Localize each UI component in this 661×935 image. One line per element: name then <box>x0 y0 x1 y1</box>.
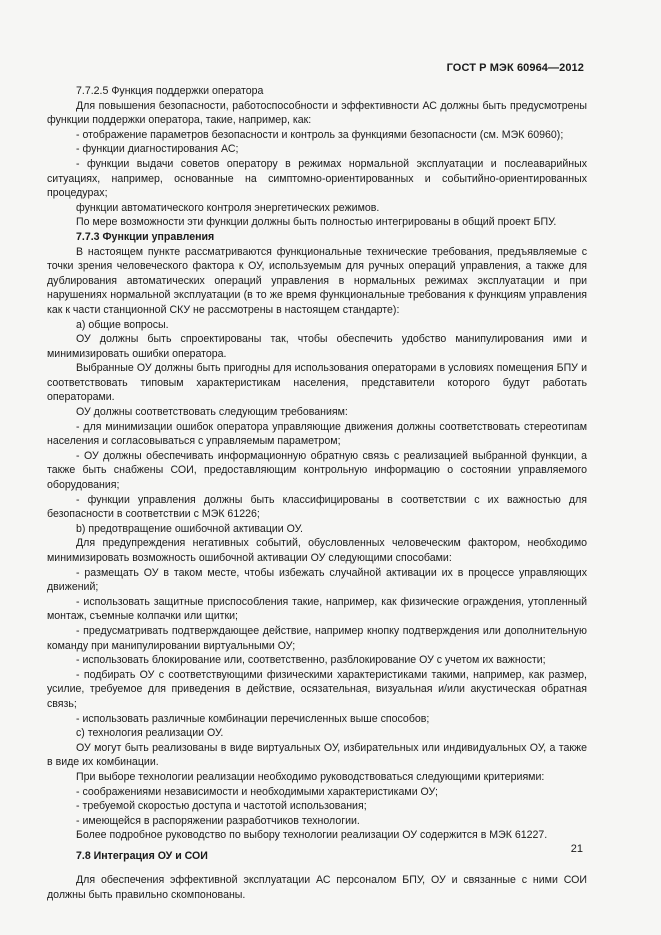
list-item: - отображение параметров безопасности и контроль за функциями безопасности (см. МЭК 60960); <box>76 128 564 141</box>
paragraph: Для повышения безопасности, работоспособности и эффективности АС должны быть предусмотрены функции поддержки оператора, такие, например, как: <box>47 99 587 127</box>
list-heading: b) предотвращение ошибочной активации ОУ. <box>76 522 303 535</box>
list-item: - соображениями независимости и необходимыми характеристиками ОУ; <box>76 785 438 798</box>
list-item: - использовать блокирование или, соответственно, разблокирование ОУ с учетом их важности; <box>76 654 546 667</box>
paragraph: ОУ должны быть спроектированы так, чтобы обеспечить удобство манипулирования ими и минимизировать ошибки оператора. <box>47 333 587 360</box>
list-item: - использовать различные комбинации перечисленных выше способов; <box>76 712 430 725</box>
list-item: - предусматривать подтверждающее действие, например кнопку подтверждения или дополнительную команду при манипулировании виртуальными ОУ; <box>47 624 587 652</box>
list-heading: а) общие вопросы. <box>76 318 169 331</box>
paragraph: При выборе технологии реализации необходимо руководствоваться следующими критериями: <box>76 770 545 783</box>
list-item: - функции диагностирования АС; <box>76 143 239 156</box>
section-heading: 7.7.3 Функции управления <box>76 230 215 243</box>
list-item: - требуемой скоростью доступа и частотой использования; <box>76 800 367 813</box>
section-heading: 7.8 Интеграция ОУ и СОИ <box>76 849 208 862</box>
subsection-title: 7.7.2.5 Функция поддержки оператора <box>76 85 264 97</box>
list-item: - функции управления должны быть классифицированы в соответствии с их важностью для безопасности в соответствии с МЭК 61226; <box>47 493 587 521</box>
paragraph: Выбранные ОУ должны быть пригодны для использования операторами в условиях помещения БПУ и соответствовать типовым характеристикам населения, представители которого будут работать операторами. <box>47 362 587 404</box>
paragraph: ОУ должны соответствовать следующим требованиям: <box>76 406 348 419</box>
list-item: - ОУ должны обеспечивать информационную обратную связь с реализацией выбранной функции, а также быть снабжены СОИ, предоставляющим контрольную информацию о состоянии управляемого оборудования; <box>47 449 587 492</box>
paragraph: По мере возможности эти функции должны быть полностью интегрированы в общий проект БПУ. <box>76 216 557 229</box>
page-number: 21 <box>570 843 583 855</box>
list-item: - размещать ОУ в таком месте, чтобы избежать случайной активации их в процессе управляющих движений; <box>47 566 587 594</box>
list-item: - имеющейся в распоряжении разработчиков технологии. <box>76 814 360 827</box>
paragraph: Для обеспечения эффективной эксплуатации АС персоналом БПУ, ОУ и связанные с ними СОИ должны быть правильно скомпонованы. <box>47 874 587 902</box>
paragraph: ОУ могут быть реализованы в виде виртуальных ОУ, избирательных или индивидуальных ОУ, а также в виде их комбинации. <box>47 741 587 769</box>
document-header: ГОСТ Р МЭК 60964—2012 <box>446 62 584 74</box>
paragraph: В настоящем пункте рассматриваются функциональные технические требования, предъявляемые с точки зрения человеческого фактора к ОУ, используемым для ручных операций управления, а также для дублирования автоматических операций управления в нормальных режимах эксплуатации и при нарушениях нормальной эксплуатации (в то же время функциональные требования к функциям управления как к части станционной СКУ не рассмотрены в настоящем стандарте): <box>47 245 587 316</box>
list-item: - подбирать ОУ с соответствующими физическими характеристиками такими, например, как размер, усилие, требуемое для приведения в действие, осязательная, визуальная и/или акустическая обратная связь; <box>47 668 587 710</box>
paragraph: Более подробное руководство по выбору технологии реализации ОУ содержится в МЭК 61227. <box>76 829 548 842</box>
list-item: - использовать защитные приспособления такие, например, как физические ограждения, утопленный монтаж, съемные колпачки или щитки; <box>47 595 587 623</box>
paragraph: Для предупреждения негативных событий, обусловленных человеческим фактором, необходимо минимизировать возможность ошибочной активации ОУ следующими способами: <box>47 537 587 564</box>
list-item: - для минимизации ошибок оператора управляющие движения должны соответствовать стереотипам населения и согласовываться с управляемым параметром; <box>47 420 587 448</box>
list-heading: с) технология реализации ОУ. <box>76 727 224 740</box>
list-item: - функции выдачи советов оператору в режимах нормальной эксплуатации и послеаварийных ситуациях, например, основанные на симптомно-ориентированных и событийно-ориентированных процедурах; <box>47 157 587 200</box>
document-body <box>47 84 587 903</box>
list-item: функции автоматического контроля энергетических режимов. <box>76 201 380 214</box>
